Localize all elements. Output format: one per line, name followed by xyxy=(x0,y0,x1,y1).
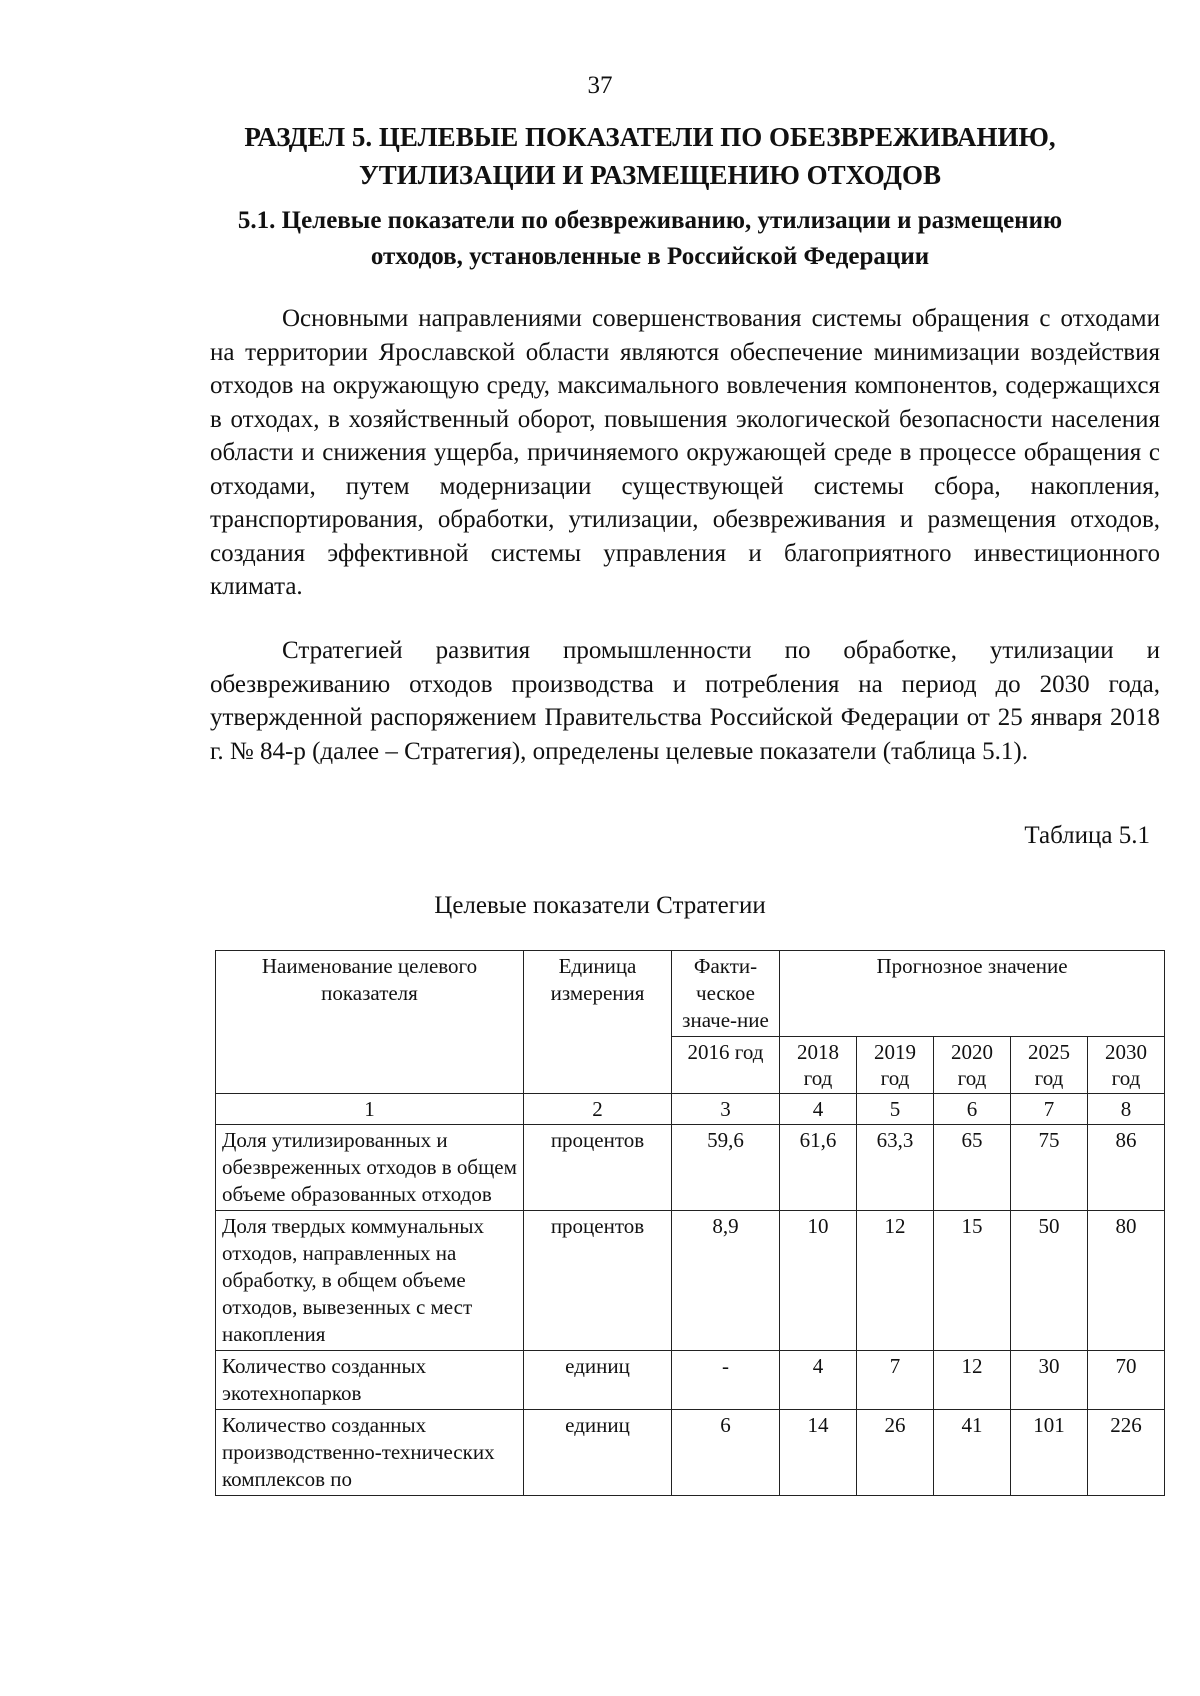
indicator-value: 70 xyxy=(1088,1351,1165,1410)
header-year: 2019 год xyxy=(857,1037,934,1094)
indicator-value: 7 xyxy=(857,1351,934,1410)
indicator-value: 50 xyxy=(1011,1211,1088,1351)
table-row xyxy=(216,1211,1165,1351)
column-number: 7 xyxy=(1011,1094,1088,1125)
indicator-value: 26 xyxy=(857,1410,934,1496)
column-number: 6 xyxy=(934,1094,1011,1125)
table-header-row xyxy=(216,951,1165,1037)
column-number: 4 xyxy=(780,1094,857,1125)
indicator-name: Количество созданных экотехнопарков xyxy=(216,1351,524,1410)
indicator-unit: процентов xyxy=(524,1211,672,1351)
column-number: 1 xyxy=(216,1094,524,1125)
header-unit: Единица измерения xyxy=(524,951,672,1094)
indicator-value: 4 xyxy=(780,1351,857,1410)
indicator-value: 75 xyxy=(1011,1125,1088,1211)
page-number: 37 xyxy=(587,72,613,99)
column-number: 8 xyxy=(1088,1094,1165,1125)
section-title: РАЗДЕЛ 5. ЦЕЛЕВЫЕ ПОКАЗАТЕЛИ ПО ОБЕЗВРЕЖИВАНИЮ, УТИЛИЗАЦИИ И РАЗМЕЩЕНИЮ ОТХОДОВ xyxy=(244,122,1056,190)
indicator-value: 61,6 xyxy=(780,1125,857,1211)
paragraph-1: Основными направлениями совершенствования системы обращения с отходами на территории Ярославской области являются обеспечение минимизации воздействия отходов на окружающую среду, максимального вовлечения компонентов, содержащихся в отходах, в хозяйственный оборот, повышения экологической безопасности населения области и снижения ущерба, причиняемого окружающей среде в процессе обращения с отходами, путем модернизации существующей системы сбора, накопления, транспортирования, обработки, утилизации, обезвреживания и размещения отходов, создания эффективной системы управления и благоприятного инвестиционного климата. xyxy=(210,305,1160,600)
table-row xyxy=(216,1125,1165,1211)
header-year: 2025 год xyxy=(1011,1037,1088,1094)
indicator-value: 86 xyxy=(1088,1125,1165,1211)
paragraph-2: Стратегией развития промышленности по обработке, утилизации и обезвреживанию отходов производства и потребления на период до 2030 года, утвержденной распоряжением Правительства Российской Федерации от 25 января 2018 г. № 84-р (далее – Стратегия), определены целевые показатели (таблица 5.1). xyxy=(210,637,1160,765)
column-number: 3 xyxy=(672,1094,780,1125)
indicator-value: 14 xyxy=(780,1410,857,1496)
table-row xyxy=(216,1351,1165,1410)
table-row xyxy=(216,1410,1165,1496)
indicator-value: 6 xyxy=(672,1410,780,1496)
header-year: 2020 год xyxy=(934,1037,1011,1094)
indicator-value: 101 xyxy=(1011,1410,1088,1496)
indicator-value: 65 xyxy=(934,1125,1011,1211)
indicator-value: 12 xyxy=(934,1351,1011,1410)
column-number: 5 xyxy=(857,1094,934,1125)
indicator-unit: процентов xyxy=(524,1125,672,1211)
indicator-name: Доля твердых коммунальных отходов, направленных на обработку, в общем объеме отходов, вывезенных с мест накопления xyxy=(216,1211,524,1351)
indicator-name: Доля утилизированных и обезвреженных отходов в общем объеме образованных отходов xyxy=(216,1125,524,1211)
indicator-value: 10 xyxy=(780,1211,857,1351)
indicator-name: Количество созданных производственно-технических комплексов по xyxy=(216,1410,524,1496)
table-caption: Целевые показатели Стратегии xyxy=(434,892,766,919)
indicator-value: 226 xyxy=(1088,1410,1165,1496)
indicator-value: 59,6 xyxy=(672,1125,780,1211)
header-year: 2018 год xyxy=(780,1037,857,1094)
indicator-unit: единиц xyxy=(524,1351,672,1410)
indicator-value: 15 xyxy=(934,1211,1011,1351)
indicator-value: 41 xyxy=(934,1410,1011,1496)
indicator-value: 8,9 xyxy=(672,1211,780,1351)
column-number-row xyxy=(216,1094,1165,1125)
table-label: Таблица 5.1 xyxy=(1024,822,1150,849)
indicator-value: 12 xyxy=(857,1211,934,1351)
indicator-value: 63,3 xyxy=(857,1125,934,1211)
target-indicators-table xyxy=(215,950,1165,1496)
header-year: 2030 год xyxy=(1088,1037,1165,1094)
header-forecast: Прогнозное значение xyxy=(780,951,1165,1037)
indicator-value: 80 xyxy=(1088,1211,1165,1351)
header-name: Наименование целевого показателя xyxy=(216,951,524,1094)
subsection-title: 5.1. Целевые показатели по обезвреживанию, утилизации и размещению отходов, установленные в Российской Федерации xyxy=(237,207,1063,270)
indicator-unit: единиц xyxy=(524,1410,672,1496)
column-number: 2 xyxy=(524,1094,672,1125)
header-fact: Факти-ческое значе-ние xyxy=(672,951,780,1037)
header-year: 2016 год xyxy=(672,1037,780,1094)
indicator-value: 30 xyxy=(1011,1351,1088,1410)
indicator-value: - xyxy=(672,1351,780,1410)
